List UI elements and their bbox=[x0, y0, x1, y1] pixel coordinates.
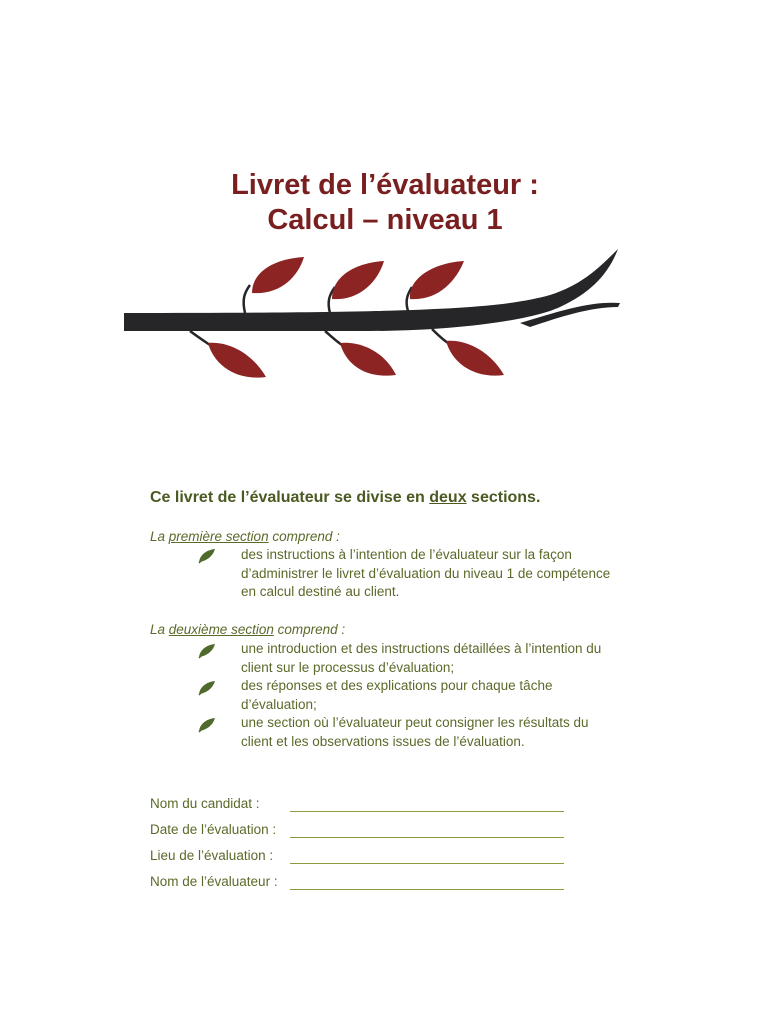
leaf-bullet-icon bbox=[198, 643, 216, 659]
candidate-name-field bbox=[150, 796, 570, 816]
section1-suffix: comprend : bbox=[268, 529, 340, 544]
candidate-name-label: Nom du candidat : bbox=[150, 796, 260, 811]
evaluation-date-label: Date de l’évaluation : bbox=[150, 822, 277, 837]
evaluator-name-field bbox=[150, 874, 570, 894]
section2-heading bbox=[150, 622, 345, 637]
branch-with-leaves-illustration bbox=[120, 245, 630, 385]
section2-prefix: La bbox=[150, 622, 169, 637]
evaluator-name-label: Nom de l’évaluateur : bbox=[150, 874, 278, 889]
intro-text-after: sections. bbox=[466, 489, 541, 506]
section2-item-3: une section où l’évaluateur peut consigner les résultats du client et les observations issues de l’évaluation. bbox=[241, 715, 589, 749]
section2-suffix: comprend : bbox=[273, 622, 346, 637]
evaluation-place-line[interactable] bbox=[290, 863, 564, 864]
intro-heading bbox=[150, 489, 540, 507]
evaluation-date-line[interactable] bbox=[290, 837, 564, 838]
evaluation-place-field bbox=[150, 848, 570, 868]
section2-item-1: une introduction et des instructions détaillées à l’intention du client sur le processus d’évaluation; bbox=[241, 641, 602, 675]
section2-underlined: deuxième section bbox=[168, 622, 274, 637]
leaf-lower-3 bbox=[446, 341, 504, 376]
section1-underlined: première section bbox=[168, 529, 269, 544]
leaf-upper-2 bbox=[332, 261, 384, 299]
section2-item-2: des réponses et des explications pour chaque tâche d’évaluation; bbox=[241, 678, 553, 712]
document-title bbox=[0, 168, 770, 238]
intro-underlined-word: deux bbox=[429, 489, 467, 506]
candidate-name-line[interactable] bbox=[290, 811, 564, 812]
evaluation-date-field bbox=[150, 822, 570, 842]
leaf-lower-1 bbox=[208, 343, 266, 378]
title-line-2: Calcul – niveau 1 bbox=[267, 204, 503, 236]
section1-heading bbox=[150, 529, 340, 544]
leaf-upper-3 bbox=[410, 261, 464, 299]
evaluation-place-label: Lieu de l’évaluation : bbox=[150, 848, 274, 863]
leaf-bullet-icon bbox=[198, 680, 216, 696]
leaf-lower-2 bbox=[340, 343, 396, 376]
evaluator-name-line[interactable] bbox=[290, 889, 564, 890]
leaf-bullet-icon bbox=[198, 548, 216, 564]
leaf-upper-1 bbox=[252, 257, 304, 293]
leaf-bullet-icon bbox=[198, 717, 216, 733]
title-line-1: Livret de l’évaluateur : bbox=[231, 169, 539, 201]
intro-text-before: Ce livret de l’évaluateur se divise en bbox=[150, 489, 430, 506]
section1-prefix: La bbox=[150, 529, 169, 544]
section1-item-1: des instructions à l’intention de l’évaluateur sur la façon d’administrer le livret d’évaluation du niveau 1 de compétence en calcul destiné au client. bbox=[241, 547, 611, 599]
